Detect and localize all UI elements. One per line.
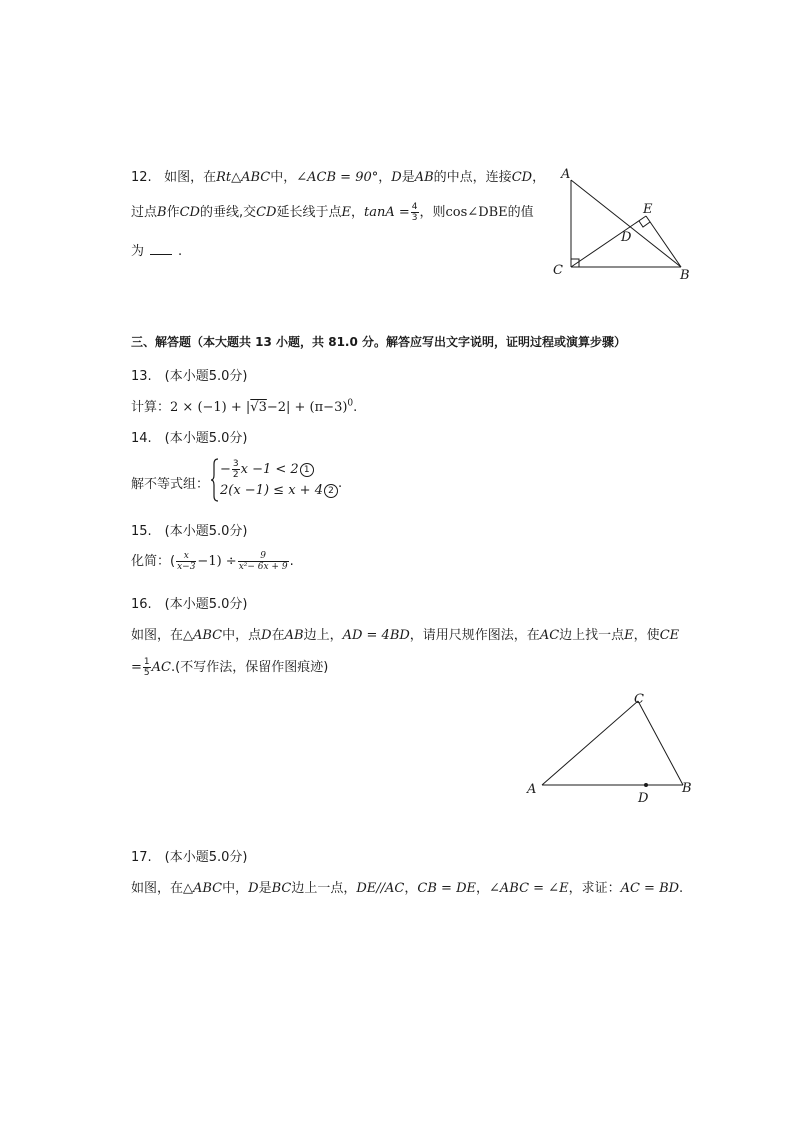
seg-ac: [542, 701, 638, 785]
answer-blank[interactable]: [150, 244, 172, 255]
seg-be: [646, 216, 681, 267]
q17-cond: CB = DE: [417, 881, 476, 896]
q17-var: BC: [271, 881, 292, 896]
q15-mid: −1) ÷: [197, 554, 237, 569]
q12-var: B: [157, 205, 167, 220]
q17-text: ，: [475, 881, 489, 896]
q13-sqrt: √3: [250, 400, 267, 415]
q15-fraction-1: [176, 551, 196, 572]
q12-line3: [131, 240, 182, 259]
q12-text: ，则: [419, 205, 446, 220]
q14-ineq1: x −1 < 2: [240, 462, 299, 477]
q16-text: .(不写作法，保留作图痕迹): [170, 660, 329, 675]
point-d: [644, 783, 648, 787]
q17-text: 是: [258, 881, 272, 896]
circled-number-1: 1: [300, 463, 314, 477]
q17-text: 中，: [222, 881, 249, 896]
label-d: D: [638, 791, 649, 806]
q16-var: D: [261, 628, 272, 643]
q12-var: CD: [179, 205, 200, 220]
q12-text: 中，: [270, 170, 297, 185]
q12-text: 是: [401, 170, 415, 185]
q16-var: AC: [539, 628, 560, 643]
q12-line2: [131, 201, 534, 223]
q17-text: ，: [404, 881, 418, 896]
q12-text: 的垂线,交: [199, 205, 257, 220]
frac-denominator: 2: [232, 470, 239, 480]
q16-var: AB: [284, 628, 304, 643]
q12-text: 的中点，连接: [433, 170, 512, 185]
q15-heading: 15. (本小题5.0分): [131, 524, 248, 539]
q12-triangle: Rt△ABC: [216, 170, 271, 185]
frac-numerator: 9: [238, 551, 289, 562]
q16-text: 中，点: [222, 628, 262, 643]
q13-expr: 2 × (−1) + |: [170, 400, 251, 415]
q12-figure: [545, 160, 705, 285]
q16-text: 在: [271, 628, 285, 643]
q14-ineq2: 2(x −1) ≤ x + 4: [220, 483, 323, 498]
q12-var: E: [341, 205, 351, 220]
q16-var: CE: [659, 628, 680, 643]
frac-denominator: 5: [143, 668, 150, 678]
q16-line2: [131, 656, 328, 678]
q16-text: 边上，: [303, 628, 343, 643]
q16-figure: [520, 688, 700, 808]
q12-text: 为: [131, 244, 145, 259]
q13-prefix: 计算：: [131, 400, 171, 415]
right-angle-e: [639, 221, 650, 227]
q15-end: .: [289, 554, 294, 569]
q12-var: CD: [511, 170, 533, 185]
q16-heading: 16. (本小题5.0分): [131, 597, 248, 612]
q16-eq: =: [131, 660, 142, 675]
q14-row1: [220, 459, 314, 480]
q14-end: .: [338, 476, 343, 491]
q13-body: [131, 396, 357, 415]
frac-numerator: 3: [232, 459, 239, 469]
q17-text: 如图，在△: [131, 881, 193, 896]
q16-eq: AD = 4BD: [342, 628, 410, 643]
q12-text: ，: [351, 205, 365, 220]
q12-tan-fraction: [411, 202, 419, 223]
seg-cb: [638, 701, 683, 785]
q16-line1: [131, 624, 679, 643]
q14-fraction: [232, 459, 240, 480]
q17-text: 边上一点，: [291, 881, 357, 896]
q16-text: ，请用尺规作图法，在: [409, 628, 540, 643]
label-c: C: [634, 692, 644, 707]
label-b: B: [682, 781, 692, 796]
q16-text: ，使: [633, 628, 660, 643]
q17-cond: DE//AC: [356, 881, 405, 896]
q13-end: .: [353, 400, 358, 415]
label-a: A: [527, 782, 537, 797]
q16-fraction: [143, 657, 151, 678]
circled-number-2: 2: [324, 484, 338, 498]
q17-heading: 17. (本小题5.0分): [131, 850, 248, 865]
q16-text: 边上找一点: [559, 628, 625, 643]
q12-angle: ∠ACB = 90°: [296, 170, 379, 185]
frac-denominator: x²− 6x + 9: [238, 562, 288, 572]
q13-exponent: 0: [347, 398, 354, 409]
q16-var: ABC: [193, 628, 223, 643]
q17-var: ABC: [193, 881, 223, 896]
seg-ab: [571, 180, 681, 267]
frac-numerator: x: [176, 551, 196, 562]
q17-body: [131, 877, 683, 896]
q15-body: [131, 550, 294, 572]
section-3-heading: 三、解答题（本大题共 13 小题，共 81.0 分。解答应写出文字说明，证明过程或演算步骤）: [131, 335, 627, 349]
q13-expr: −2| + (π−3): [266, 400, 348, 415]
q12-text: ，: [378, 170, 392, 185]
label-e: E: [643, 202, 653, 217]
q17-text: ，求证：: [568, 881, 621, 896]
q12-text: 延长线于点: [276, 205, 342, 220]
q12-text: 如图，在: [164, 170, 217, 185]
q12-text: ，: [532, 170, 546, 185]
q14-prefix: 解不等式组：: [131, 477, 210, 492]
frac-numerator: 4: [411, 202, 418, 212]
q16-var: AC: [151, 660, 171, 675]
q12-tan: tanA =: [364, 205, 410, 220]
q17-var: D: [248, 881, 259, 896]
label-d: D: [621, 230, 632, 245]
q14-minus: −: [220, 462, 231, 477]
frac-denominator: 3: [411, 213, 418, 223]
label-a: A: [561, 167, 571, 182]
q12-line1: [131, 166, 545, 185]
q17-end: .: [679, 881, 684, 896]
label-b: B: [680, 268, 690, 283]
q16-var: E: [624, 628, 634, 643]
q12-cos: cos∠DBE: [445, 205, 508, 220]
q12-var: AB: [414, 170, 434, 185]
q12-text: 的值: [507, 205, 534, 220]
q15-fraction-2: [238, 551, 289, 572]
seg-ce: [571, 216, 646, 267]
frac-denominator: x−3: [177, 562, 196, 572]
q14-row2: [220, 483, 338, 498]
frac-numerator: 1: [143, 657, 150, 667]
q13-heading: 13. (本小题5.0分): [131, 369, 248, 384]
q17-cond: ∠ABC = ∠E: [489, 881, 569, 896]
q12-text: 过点: [131, 205, 158, 220]
q12-text: 作: [166, 205, 180, 220]
q12-text: .: [178, 244, 183, 259]
q12-number: 12.: [131, 170, 152, 185]
q16-text: 如图，在△: [131, 628, 193, 643]
label-c: C: [553, 263, 563, 278]
q12-var: D: [391, 170, 402, 185]
q15-prefix: 化简：(: [131, 554, 176, 569]
q14-heading: 14. (本小题5.0分): [131, 431, 248, 446]
q12-var: CD: [256, 205, 277, 220]
system-brace: [210, 458, 220, 502]
q17-goal: AC = BD: [620, 881, 680, 896]
